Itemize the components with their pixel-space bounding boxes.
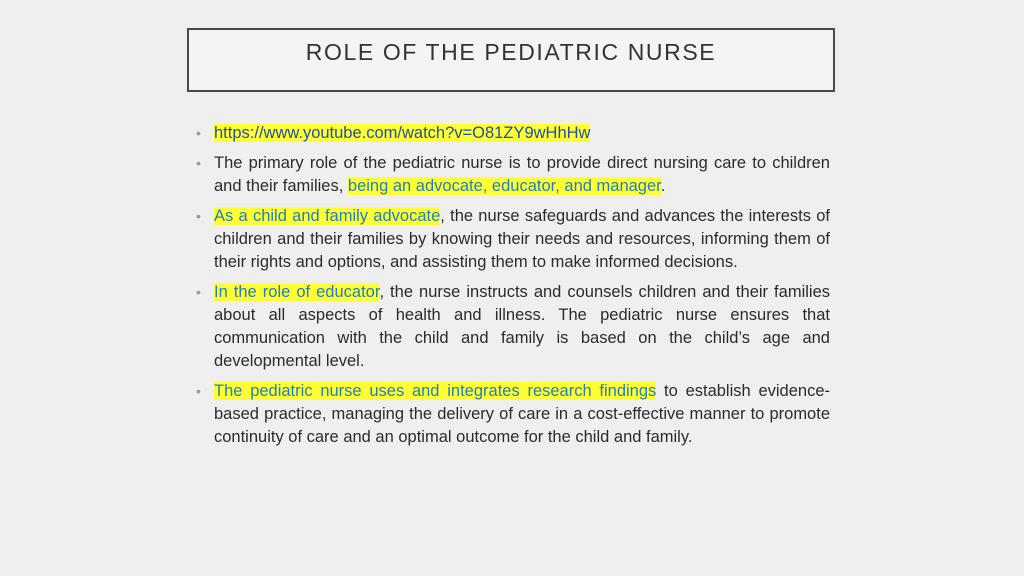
youtube-link[interactable]: https://www.youtube.com/watch?v=O81ZY9wHhHw: [214, 124, 591, 142]
advocate-text: , the nurse safeguards and advances the interests of children and their families by knowing their needs and resources, informing them of their rights and options, and assisting them to make informed decisions.: [214, 207, 831, 271]
primary-role-end: .: [660, 177, 666, 195]
bullet-icon: •: [196, 125, 201, 141]
bullet-icon: •: [196, 208, 201, 224]
advocate-highlight: As a child and family advocate: [214, 207, 441, 225]
bullet-icon: •: [196, 284, 201, 300]
bullet-list: [196, 122, 830, 456]
bullet-item-research: [196, 380, 830, 449]
bullet-icon: •: [196, 383, 201, 399]
primary-role-text: The primary role of the pediatric nurse is to provide direct nursing care to children and their families,: [214, 154, 830, 195]
slide-title: ROLE OF THE PEDIATRIC NURSE: [305, 39, 717, 65]
bullet-item-educator: [196, 281, 830, 373]
primary-role-highlight: being an advocate, educator, and manager: [347, 177, 661, 195]
title-box: [187, 28, 835, 92]
bullet-item-advocate: [196, 205, 830, 274]
bullet-icon: •: [196, 155, 201, 171]
educator-text: , the nurse instructs and counsels children and their families about all aspects of health and illness. The pediatric nurse ensures that communication with the child and family is based on the child’s age and developmental level.: [214, 283, 830, 370]
bullet-item-primary-role: [196, 152, 830, 198]
educator-highlight: In the role of educator: [214, 283, 380, 301]
bullet-item-link: [196, 122, 830, 145]
research-highlight: The pediatric nurse uses and integrates research findings: [214, 382, 657, 400]
research-text: to establish evidence-based practice, managing the delivery of care in a cost-effective manner to promote continuity of care and an optimal outcome for the child and family.: [214, 382, 830, 446]
